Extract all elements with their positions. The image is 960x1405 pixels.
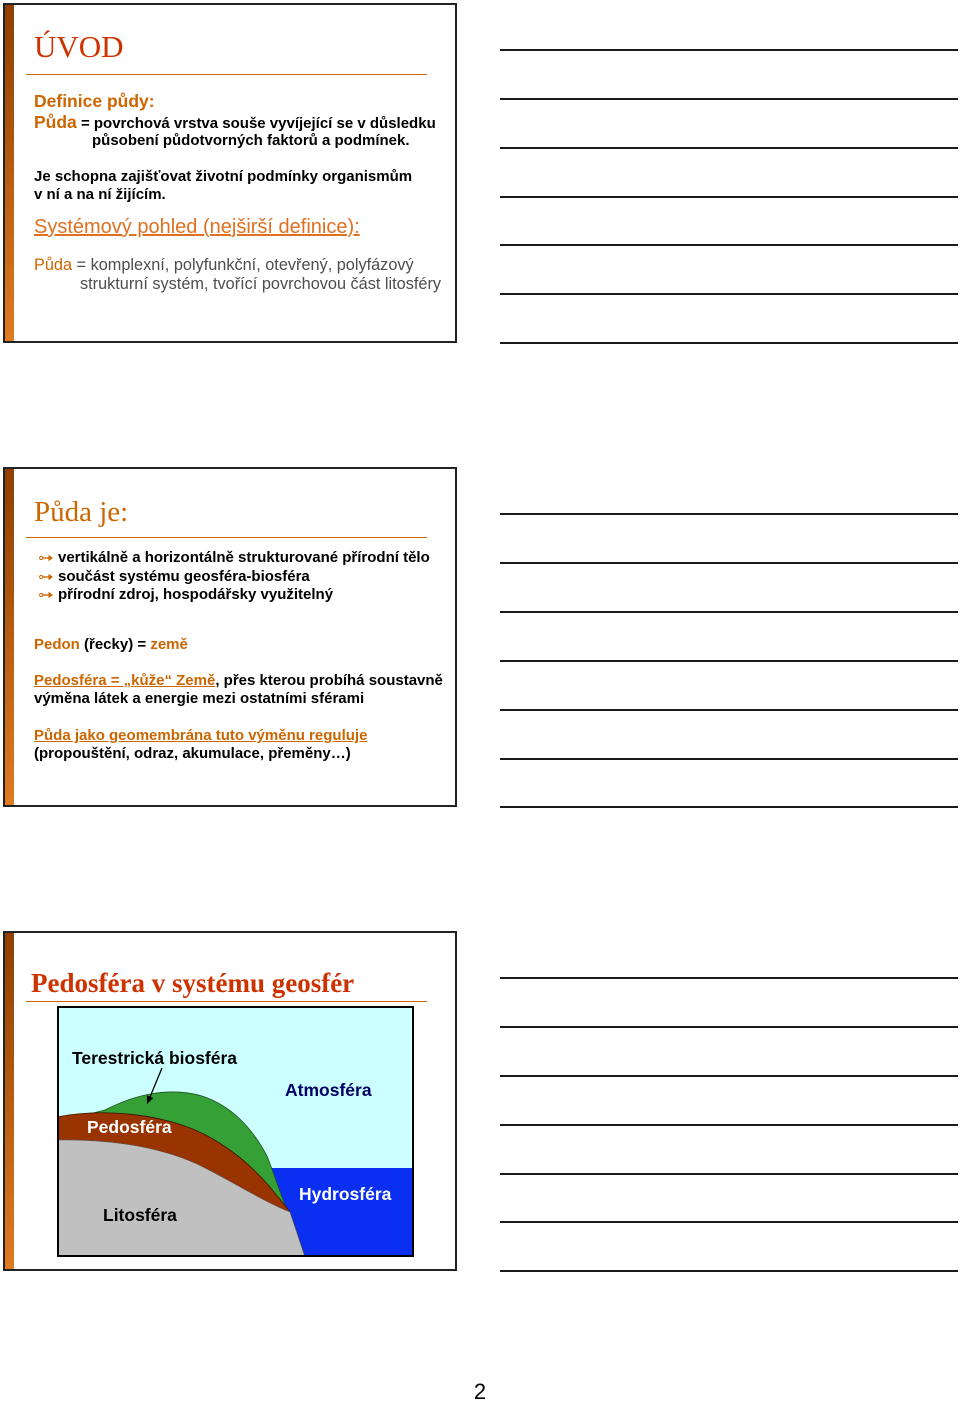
note-line — [500, 1221, 958, 1223]
note-line — [500, 293, 958, 295]
pedosphere-continuation: výměna látek a energie mezi ostatními sférami — [34, 690, 365, 707]
note-line — [500, 196, 958, 198]
note-line — [500, 758, 958, 760]
geosphere-diagram — [57, 1006, 414, 1257]
slide-accent-bar — [5, 5, 14, 341]
list-item — [39, 568, 310, 586]
note-line — [500, 562, 958, 564]
slide-uvod — [3, 3, 457, 343]
note-line — [500, 49, 958, 51]
note-line — [500, 342, 958, 344]
life-support-line-2: v ní a na ní žijícím. — [34, 186, 166, 203]
systemic-text: = komplexní, polyfunkční, otevřený, polyfázový — [72, 256, 414, 274]
pedon-meaning: země — [150, 636, 188, 653]
note-line — [500, 1075, 958, 1077]
slide-title: Pedosféra v systému geosfér — [31, 968, 355, 998]
definition-term: Půda — [34, 112, 77, 132]
list-item — [39, 549, 430, 567]
pedon-term: Pedon — [34, 636, 80, 653]
list-item — [39, 586, 333, 604]
definition-continuation: působení půdotvorných faktorů a podmínek. — [92, 132, 410, 149]
label-atmosphere: Atmosféra — [285, 1080, 372, 1100]
life-support-line-1: Je schopna zajišťovat životní podmínky organismům — [34, 168, 413, 185]
pedon-line — [34, 636, 188, 654]
note-line — [500, 1270, 958, 1272]
arrow-bullet-icon — [39, 590, 54, 600]
note-line — [500, 977, 958, 979]
pedosphere-text: , přes kterou probíhá soustavně — [215, 672, 443, 689]
page-number: 2 — [473, 1379, 487, 1404]
arrow-bullet-icon — [39, 553, 54, 563]
slide-title: ÚVOD — [34, 29, 124, 64]
label-lithosphere: Litosféra — [103, 1205, 177, 1225]
bullet-text: přírodní zdroj, hospodářsky využitelný — [58, 586, 334, 603]
systemic-heading: Systémový pohled (nejširší definice): — [34, 216, 360, 238]
slide-accent-bar — [5, 469, 14, 805]
systemic-line — [34, 255, 414, 275]
label-pedosphere: Pedosféra — [87, 1117, 172, 1137]
systemic-continuation: strukturní systém, tvořící povrchovou část litosféry — [80, 275, 442, 293]
note-line — [500, 611, 958, 613]
note-line — [500, 1124, 958, 1126]
pedosphere-line — [34, 672, 443, 690]
definition-text: = povrchová vrstva souše vyvíjející se v důsledku — [76, 115, 436, 132]
note-line — [500, 709, 958, 711]
definition-line — [34, 112, 436, 134]
slide-puda-je — [3, 467, 457, 807]
note-line — [500, 1173, 958, 1175]
geomembrane-detail: (propouštění, odraz, akumulace, přeměny…) — [34, 745, 351, 762]
note-line — [500, 806, 958, 808]
note-line — [500, 98, 958, 100]
definition-heading: Definice půdy: — [34, 91, 155, 111]
note-line — [500, 660, 958, 662]
pedon-middle: (řecky) = — [79, 636, 151, 653]
bullet-text: součást systému geosféra-biosféra — [58, 568, 310, 585]
pedosphere-term: Pedosféra = „kůže“ Země — [34, 672, 216, 689]
note-line — [500, 1026, 958, 1028]
label-terrestrial-biosphere: Terestrická biosféra — [72, 1048, 238, 1068]
slide-title: Půda je: — [34, 496, 129, 528]
arrow-bullet-icon — [39, 572, 54, 582]
note-line — [500, 244, 958, 246]
bullet-text: vertikálně a horizontálně strukturované přírodní tělo — [58, 549, 430, 566]
label-hydrosphere: Hydrosféra — [299, 1184, 392, 1204]
note-line — [500, 147, 958, 149]
geomembrane-line: Půda jako geomembrána tuto výměnu reguluje — [34, 727, 368, 744]
title-underline — [26, 537, 427, 538]
slide-pedosfera-geosfery — [3, 931, 457, 1271]
slide-accent-bar — [5, 933, 14, 1269]
note-line — [500, 513, 958, 515]
title-underline — [26, 1001, 427, 1002]
systemic-term: Půda — [34, 256, 73, 274]
title-underline — [26, 74, 427, 75]
